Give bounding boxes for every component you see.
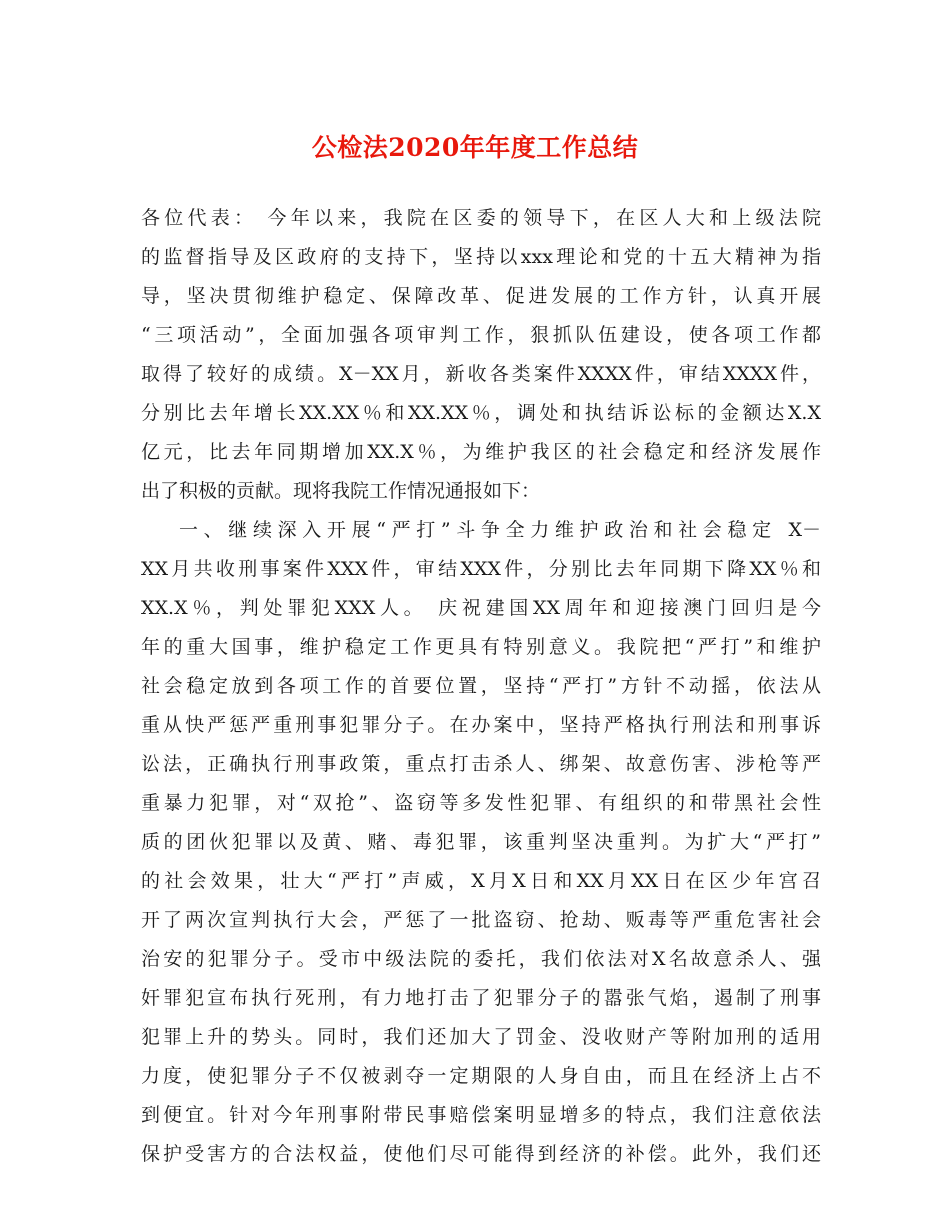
body-line: 讼法，正确执行刑事政策，重点打击杀人、绑架、故意伤害、涉枪等严 [141,753,821,775]
body-line: 各位代表： 今年以来，我院在区委的领导下，在区人大和上级法院 [141,207,821,229]
body-line: 亿元，比去年同期增加XX.X％，为维护我区的社会稳定和经济发展作 [141,441,821,463]
body-line: 力度，使犯罪分子不仅被剥夺一定期限的人身自由，而且在经济上占不 [141,1065,821,1087]
body-line: “三项活动”，全面加强各项审判工作，狠抓队伍建设，使各项工作都 [141,324,821,346]
document-title: 公检法2020年年度工作总结 [311,133,639,162]
body-line: 质的团伙犯罪以及黄、赌、毒犯罪，该重判坚决重判。为扩大“严打” [141,831,821,853]
section-heading-line: 一、继续深入开展“严打”斗争全力维护政治和社会稳定 X－ [179,519,821,541]
body-line: 到便宜。针对今年刑事附带民事赔偿案明显增多的特点，我们注意依法 [141,1104,821,1126]
body-line: 犯罪上升的势头。同时，我们还加大了罚金、没收财产等附加刑的适用 [141,1026,821,1048]
body-line: 年的重大国事，维护稳定工作更具有特别意义。我院把“严打”和维护 [141,636,821,658]
body-line: 开了两次宣判执行大会，严惩了一批盗窃、抢劫、贩毒等严重危害社会 [141,909,821,931]
body-line: XX月共收刑事案件XXX件，审结XXX件，分别比去年同期下降XX％和 [141,558,821,580]
body-line: 保护受害方的合法权益，使他们尽可能得到经济的补偿。此外，我们还 [141,1143,821,1165]
body-line: 治安的犯罪分子。受市中级法院的委托，我们依法对X名故意杀人、强 [141,948,821,970]
body-line: 导，坚决贯彻维护稳定、保障改革、促进发展的工作方针，认真开展 [141,285,821,307]
body-line: 出了积极的贡献。现将我院工作情况通报如下： [141,480,541,502]
body-line: 取得了较好的成绩。X－XX月，新收各类案件XXXX件，审结XXXX件， [141,363,821,385]
body-line: 分别比去年增长XX.XX％和XX.XX％，调处和执结诉讼标的金额达X.X [141,402,821,424]
body-line: 社会稳定放到各项工作的首要位置，坚持“严打”方针不动摇，依法从 [141,675,821,697]
body-line: 重暴力犯罪，对“双抢”、盗窃等多发性犯罪、有组织的和带黑社会性 [141,792,821,814]
body-line: 奸罪犯宣布执行死刑，有力地打击了犯罪分子的嚣张气焰，遏制了刑事 [141,987,821,1009]
body-line: XX.X％，判处罪犯XXX人。 庆祝建国XX周年和迎接澳门回归是今 [141,597,821,619]
body-line: 的社会效果，壮大“严打”声威，X月X日和XX月XX日在区少年宫召 [141,870,821,892]
body-line: 重从快严惩严重刑事犯罪分子。在办案中，坚持严格执行刑法和刑事诉 [141,714,821,736]
body-line: 的监督指导及区政府的支持下，坚持以xxx理论和党的十五大精神为指 [141,246,821,268]
